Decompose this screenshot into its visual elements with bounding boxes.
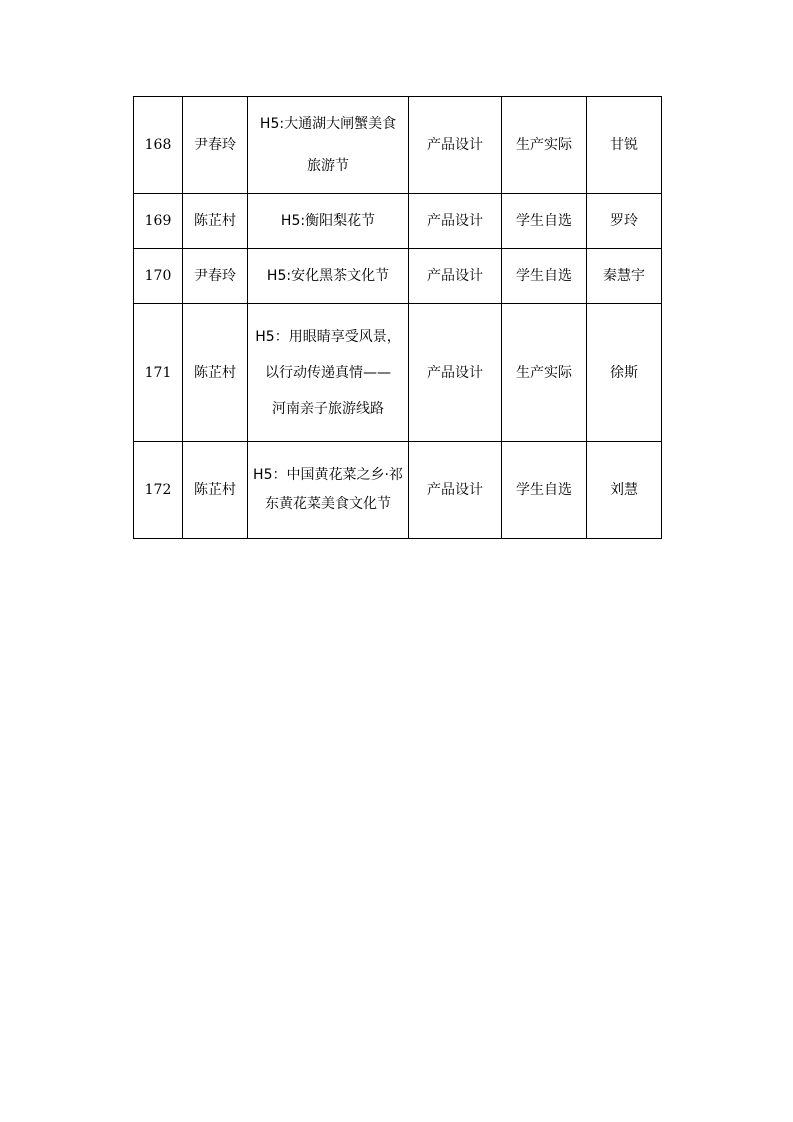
teacher-name: 尹春玲: [183, 249, 248, 304]
row-number: 171: [134, 304, 183, 442]
project-category: 产品设计: [409, 97, 502, 194]
student-name: 罗玲: [587, 194, 662, 249]
project-title: [248, 97, 409, 194]
student-name: 秦慧宇: [587, 249, 662, 304]
project-category: 产品设计: [409, 249, 502, 304]
project-category: 产品设计: [409, 304, 502, 442]
project-category: 产品设计: [409, 442, 502, 539]
project-title-line: 东黄花菜美食文化节: [265, 496, 391, 512]
project-title-line: H5:安化黑茶文化节: [266, 268, 390, 284]
project-title-line: 以行动传递真情——: [265, 364, 391, 381]
table-row: [134, 97, 662, 194]
project-title-line: H5：中国黄花菜之乡·祁: [253, 467, 403, 483]
teacher-name: 尹春玲: [183, 97, 248, 194]
row-number: 172: [134, 442, 183, 539]
project-title-line: H5：用眼睛享受风景，: [255, 328, 401, 345]
project-title-line: H5:衡阳梨花节: [280, 213, 376, 229]
table-row: [134, 442, 662, 539]
row-number: 170: [134, 249, 183, 304]
project-source: 学生自选: [502, 442, 587, 539]
topic-table: [133, 96, 662, 539]
row-number: 169: [134, 194, 183, 249]
project-title: [248, 194, 409, 249]
project-source: 学生自选: [502, 249, 587, 304]
row-number: 168: [134, 97, 183, 194]
teacher-name: 陈芷村: [183, 442, 248, 539]
project-source: 生产实际: [502, 97, 587, 194]
table-row: [134, 304, 662, 442]
project-title-line: H5:大通湖大闸蟹美食: [259, 116, 397, 132]
table-row: [134, 249, 662, 304]
teacher-name: 陈芷村: [183, 304, 248, 442]
project-title: [248, 249, 409, 304]
project-title: [248, 304, 409, 442]
student-name: 甘锐: [587, 97, 662, 194]
student-name: 刘慧: [587, 442, 662, 539]
project-source: 学生自选: [502, 194, 587, 249]
project-source: 生产实际: [502, 304, 587, 442]
project-title-line: 河南亲子旅游线路: [272, 400, 384, 417]
project-category: 产品设计: [409, 194, 502, 249]
teacher-name: 陈芷村: [183, 194, 248, 249]
student-name: 徐斯: [587, 304, 662, 442]
table-row: [134, 194, 662, 249]
project-title: [248, 442, 409, 539]
project-title-line: 旅游节: [307, 158, 349, 174]
